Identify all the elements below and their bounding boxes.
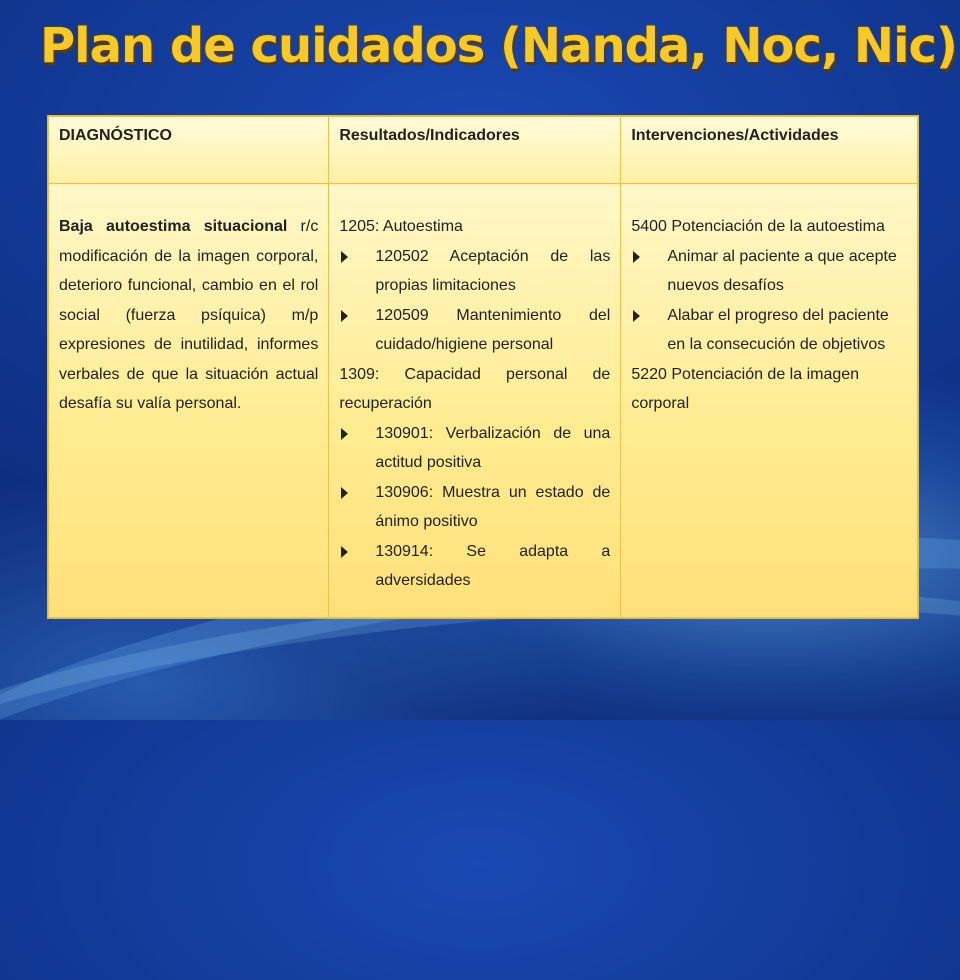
care-plan-table bbox=[48, 116, 918, 618]
header-results: Resultados/Indicadores bbox=[329, 117, 621, 184]
list-item-text: Animar al paciente a que acepte nuevos desafíos bbox=[667, 247, 897, 294]
slide-title: Plan de cuidados (Nanda, Noc, Nic) bbox=[40, 18, 957, 74]
diagnosis-text: r/c modificación de la imagen corporal, deterioro funcional, cambio en el rol social (fuerza psíquica) m/p expresiones de inutilidad, informes verbales de que la situación actual desafía su valía personal. bbox=[59, 218, 319, 412]
result-group-1-list bbox=[339, 242, 610, 360]
interventions-cell bbox=[621, 184, 918, 618]
list-item bbox=[339, 301, 610, 360]
table-row bbox=[49, 184, 918, 618]
list-item-text: 120502 Aceptación de las propias limitaciones bbox=[375, 247, 611, 294]
list-item-text: 130906: Muestra un estado de ánimo positivo bbox=[375, 483, 611, 530]
list-item-text: 130914: Se adapta a adversidades bbox=[375, 542, 611, 589]
diagnosis-label: Baja autoestima situacional bbox=[59, 218, 288, 235]
list-item bbox=[631, 242, 907, 301]
bullet-arrow-icon bbox=[633, 251, 640, 263]
diagnosis-cell bbox=[49, 184, 329, 618]
result-group-2-list bbox=[339, 419, 610, 596]
intervention-group-1: 5400 Potenciación de la autoestima bbox=[631, 218, 885, 235]
bullet-arrow-icon bbox=[341, 428, 348, 440]
bullet-arrow-icon bbox=[341, 487, 348, 499]
intervention-group-1-list bbox=[631, 242, 907, 360]
bullet-arrow-icon bbox=[341, 310, 348, 322]
results-cell bbox=[329, 184, 621, 618]
list-item bbox=[339, 242, 610, 301]
bullet-arrow-icon bbox=[341, 251, 348, 263]
bullet-arrow-icon bbox=[341, 546, 348, 558]
header-diagnosis: DIAGNÓSTICO bbox=[49, 117, 329, 184]
result-group-1: 1205: Autoestima bbox=[339, 218, 463, 235]
result-group-2: 1309: Capacidad personal de recuperación bbox=[339, 365, 611, 412]
list-item bbox=[339, 419, 610, 478]
bullet-arrow-icon bbox=[633, 310, 640, 322]
intervention-group-2: 5220 Potenciación de la imagen corporal bbox=[631, 365, 860, 412]
list-item bbox=[631, 301, 907, 360]
list-item-text: Alabar el progreso del paciente en la consecución de objetivos bbox=[667, 306, 889, 353]
list-item-text: 120509 Mantenimiento del cuidado/higiene personal bbox=[375, 306, 611, 353]
table-header-row bbox=[49, 117, 918, 184]
list-item-text: 130901: Verbalización de una actitud positiva bbox=[375, 424, 611, 471]
list-item bbox=[339, 478, 610, 537]
list-item bbox=[339, 537, 610, 596]
header-interventions: Intervenciones/Actividades bbox=[621, 117, 918, 184]
